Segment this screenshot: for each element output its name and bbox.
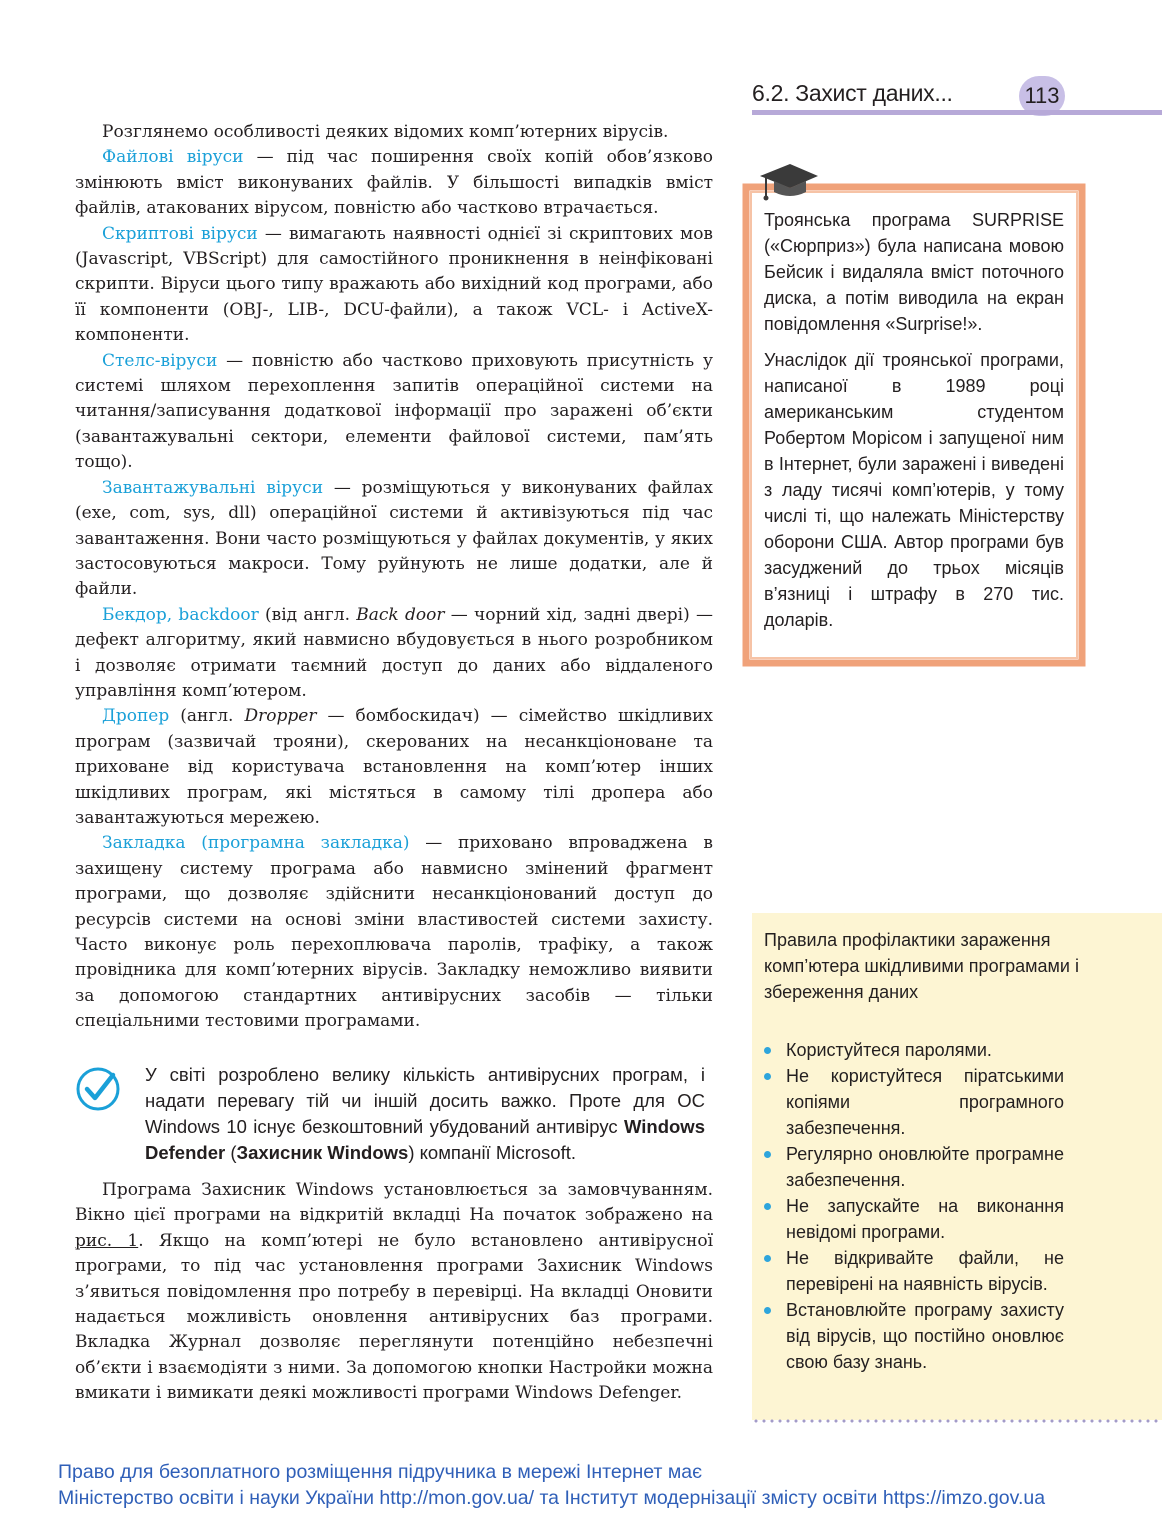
- checkmark-circle-icon: [75, 1066, 121, 1112]
- definition-script-viruses: — вимагають наявності однієї зі скриптових мов (Javascript, VBScript) для самостійного проникнення в неінфіковані скрипти. Віруси цього типу вражають або вихідний код програми, або її компоненти (OBJ-, LIB-, DCU-файли), а також VCL- і ActiveX-компоненти.: [75, 223, 713, 346]
- definition-file-viruses: — під час поширення своїх копій обов’язково змінюють вміст виконуваних файлів. У більшості випадків вміст файлів, атакованих вірусом, повністю або частково втрачається.: [75, 147, 713, 219]
- rule-text: Встановлюйте програму захисту від вірусів, що постійно оновлює свою базу знань.: [786, 1300, 1064, 1372]
- term-bookmark: Закладка (програмна закладка): [102, 833, 410, 854]
- rule-item: [764, 1141, 1064, 1193]
- term-backdoor: Бекдор, backdoor: [102, 604, 259, 625]
- paragraph-stealth-viruses: [75, 349, 713, 476]
- rule-item: [764, 1297, 1064, 1375]
- term-file-viruses: Файлові віруси: [102, 147, 244, 168]
- definition-boot-viruses: — розміщуються у виконуваних файлах (exe, com, sys, dll) операційної системи й активізуються під час завантаження. Вони часто розміщуються у файлах документів, у яких застосовуються макроси. Тому руйнують не лише додатки, але й файли.: [75, 477, 713, 600]
- definition-bookmark: — приховано впроваджена в захищену систему програма або навмисно змінений фрагмент програми, що дозволяє здійснити несанкціонований доступ до ресурсів системи на основі зміни властивостей системи захисту. Часто виконує роль перехоплювача паролів, трафіку, а також провідника для комп’ютерних вірусів. Закладку неможливо виявити за допомогою стандартних антивірусних засобів — тільки спеціальними тестовими програмами.: [75, 833, 713, 1032]
- note-text: [145, 1062, 705, 1166]
- bullet-icon: [764, 1203, 771, 1210]
- intro-paragraph: Розглянемо особливості деяких відомих комп’ютерних вірусів.: [102, 122, 669, 142]
- note-text-part: (: [225, 1142, 237, 1163]
- fact-box-text: [764, 207, 1064, 643]
- rule-text: Користуйтеся паролями.: [786, 1040, 992, 1060]
- windows-defender-note: [75, 1062, 715, 1172]
- rule-item: [764, 1193, 1064, 1245]
- fact-paragraph-morris: Унаслідок дії троянської програми, написаної в 1989 році американським студентом Робертом Морісом і запущеної ним в Інтернет, були заражені і виведені з ладу тисячі комп’ютерів, у тому числі ті, що належать Міністерству оборони США. Автор програми був засуджений до трьох місяців в’язниці і штрафу в 270 тис. доларів.: [764, 350, 1064, 630]
- rule-text: Не користуйтеся піратськими копіями програмного забезпечення.: [786, 1066, 1064, 1138]
- rules-box-dotted-border: [752, 1419, 1162, 1423]
- paragraph-script-viruses: [75, 222, 713, 349]
- dropper-prefix: (англ.: [169, 706, 245, 727]
- paragraph-dropper: [75, 704, 713, 831]
- graduation-cap-icon: [758, 162, 820, 204]
- footer-line-1: Право для безоплатного розміщення підручника в мережі Інтернет має: [58, 1461, 703, 1483]
- bullet-icon: [764, 1255, 771, 1262]
- rule-item: [764, 1245, 1064, 1297]
- note-bold-windows-defender: Windows Defender: [145, 1116, 705, 1163]
- paragraph-backdoor: [75, 603, 713, 705]
- rule-item: [764, 1063, 1064, 1141]
- definition-backdoor: — чорний хід, задні двері) — дефект алгоритму, який навмисно вбудовується в нього розробником і дозволяє отримати таємний доступ до даних або віддаленого управління комп’ютером.: [75, 604, 714, 701]
- note-text-part: У світі розроблено велику кількість антивірусних програм, і надати перевагу тій чи іншій досить важко. Проте для ОС Windows 10 існує безкоштовний убудований антивірус: [145, 1064, 705, 1137]
- rule-text: Не запускайте на виконання невідомі програми.: [786, 1196, 1064, 1242]
- main-text: [75, 120, 713, 1035]
- rule-text: Не відкривайте файли, не перевірені на наявність вірусів.: [786, 1248, 1064, 1294]
- paragraph-boot-viruses: [75, 476, 713, 603]
- paragraph-file-viruses: [75, 145, 713, 221]
- defender-text-part: Програма Захисник Windows установлюється за замовчуванням. Вікно цієї програми на відкритій вкладці На початок зображено на: [75, 1180, 713, 1226]
- prevention-rules-box: [752, 913, 1162, 1420]
- rule-item: [764, 1037, 1064, 1063]
- backdoor-prefix: (від англ.: [258, 604, 357, 625]
- term-script-viruses: Скриптові віруси: [102, 223, 258, 244]
- paragraph-bookmark: [75, 831, 713, 1034]
- definition-stealth-viruses: — повністю або частково приховують присутність у системі шляхом перехоплення запитів операційної системи на читання/записування додаткової інформації про заражені об’єкти (завантажувальні сектори, елементи файлової системи, пам’ять тощо).: [75, 350, 713, 473]
- dropper-english: Dropper: [244, 706, 317, 727]
- term-boot-viruses: Завантажувальні віруси: [102, 477, 324, 498]
- note-text-part: ) компанії Microsoft.: [408, 1142, 577, 1163]
- header-divider: [752, 110, 1162, 115]
- main-text-continued: [75, 1178, 713, 1407]
- bullet-icon: [764, 1307, 771, 1314]
- paragraph-defender-program: [75, 1178, 713, 1407]
- definition-dropper: — бомбоскидач) — сімейство шкідливих програм (зазвичай трояни), скерованих на несанкціоноване та приховане від користувача встановлення на комп’ютер інших шкідливих програм, які містяться в самому тілі дропера або завантажуються мережею.: [75, 706, 714, 828]
- rules-title: Правила профілактики зараження комп’ютера шкідливими програмами і збереження даних: [764, 930, 1079, 1002]
- rule-text: Регулярно оновлюйте програмне забезпечення.: [786, 1144, 1064, 1190]
- backdoor-english: Back door: [356, 604, 445, 625]
- term-stealth-viruses: Стелс-віруси: [102, 350, 218, 371]
- defender-text-part: . Якщо на комп’ютері не було встановлено антивірусної програми, то під час установлення програми Захисник Windows з’явиться повідомлення про потребу в перевірці. На вкладці Оновити надається можливість оновлення антивірусних баз програми. Вкладка Журнал дозволяє переглянути потенційно небезпечні об’єкти і взаємодіяти з ними. За допомогою кнопки Настройки можна вмикати і вимикати деякі можливості програми Windows Defenger.: [75, 1230, 714, 1404]
- note-bold-defender-ua: Захисник Windows: [236, 1142, 409, 1163]
- bullet-icon: [764, 1073, 771, 1080]
- bullet-icon: [764, 1047, 771, 1054]
- fact-paragraph-surprise: Троянська програма SURPRISE («Сюрприз») була написана мовою Бейсик і видаляла вміст поточного диска, а потім виводила на екран повідомлення «Surprise!».: [764, 210, 1064, 334]
- footer-line-2[interactable]: Міністерство освіти і науки України http://mon.gov.ua/ та Інститут модернізації змісту освіти https://imzo.gov.ua: [58, 1487, 1046, 1509]
- chapter-title: 6.2. Захист даних...: [752, 80, 953, 106]
- copyright-footer: [58, 1459, 1158, 1511]
- trojan-fact-box: [742, 183, 1086, 667]
- term-dropper: Дропер: [102, 706, 170, 727]
- page-number: 113: [1019, 76, 1065, 116]
- bullet-icon: [764, 1151, 771, 1158]
- rules-list: [764, 1037, 1064, 1375]
- figure-reference[interactable]: рис. 1: [75, 1230, 139, 1251]
